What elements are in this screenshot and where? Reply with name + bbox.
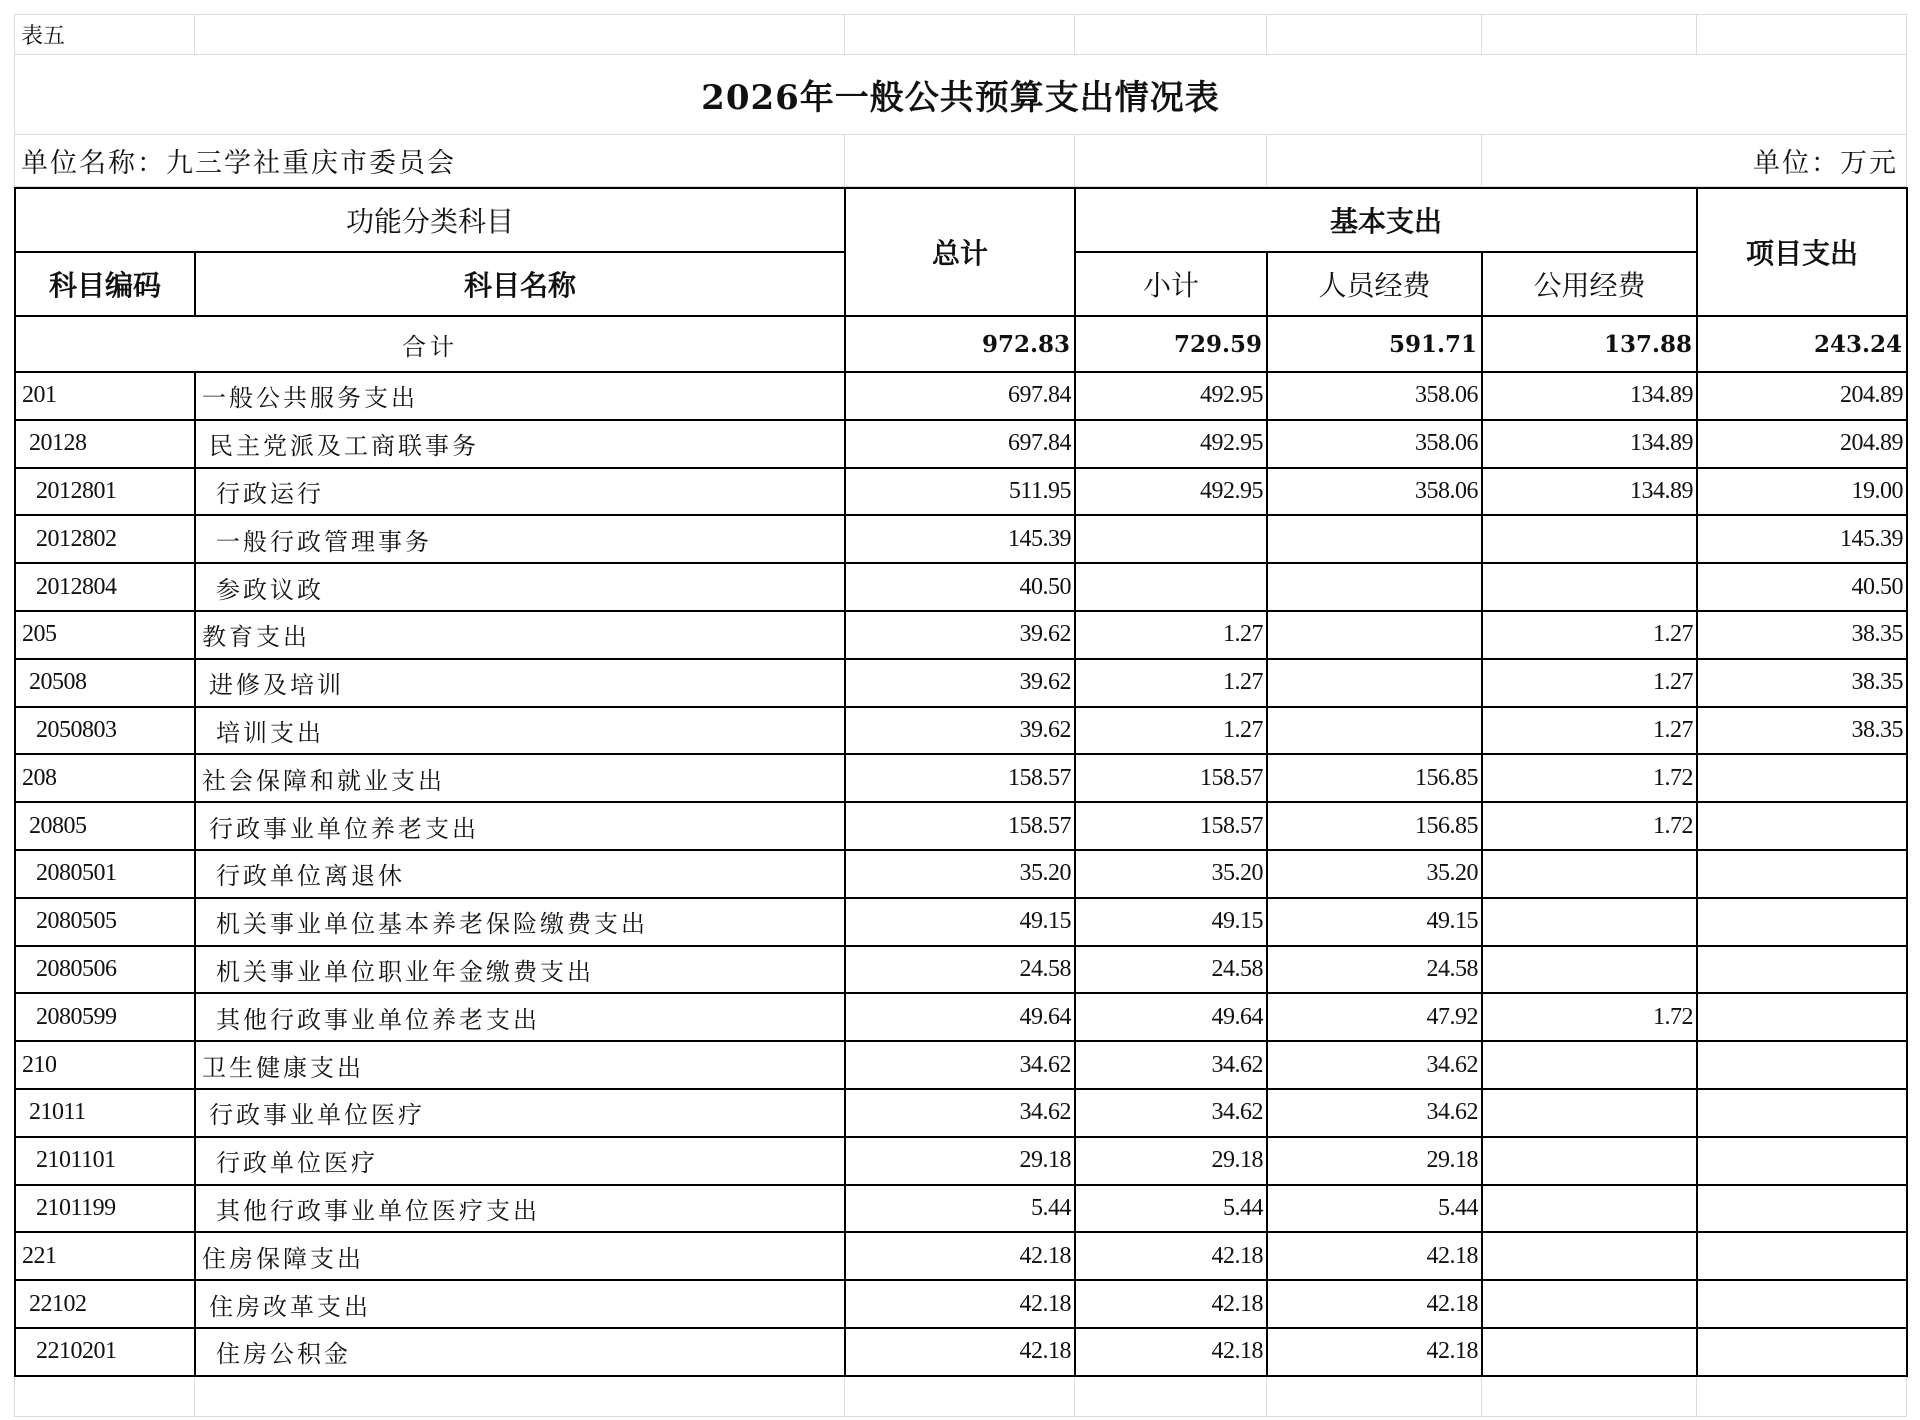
row-personnel: 156.85 <box>1267 802 1482 850</box>
table-row <box>15 754 1907 802</box>
row-public <box>1482 1280 1697 1328</box>
row-personnel: 42.18 <box>1267 1232 1482 1280</box>
row-total: 49.15 <box>845 898 1075 946</box>
totals-public: 137.88 <box>1482 316 1697 372</box>
row-public <box>1482 1328 1697 1376</box>
budget-sheet <box>14 14 1906 1417</box>
table-row <box>15 515 1907 563</box>
row-project <box>1697 1232 1907 1280</box>
row-name: 行政事业单位医疗 <box>195 1089 845 1137</box>
unit-label: 单位：万元 <box>1482 135 1907 187</box>
row-project <box>1697 1328 1907 1376</box>
row-name: 卫生健康支出 <box>195 1041 845 1089</box>
row-personnel: 42.18 <box>1267 1328 1482 1376</box>
row-subtotal: 42.18 <box>1075 1328 1267 1376</box>
row-total: 158.57 <box>845 802 1075 850</box>
budget-table <box>14 187 1908 1377</box>
row-personnel <box>1267 707 1482 755</box>
table-row <box>15 993 1907 1041</box>
row-public <box>1482 946 1697 994</box>
row-subtotal: 34.62 <box>1075 1089 1267 1137</box>
row-project <box>1697 1041 1907 1089</box>
row-total: 42.18 <box>845 1280 1075 1328</box>
totals-row <box>15 316 1907 372</box>
row-total: 40.50 <box>845 563 1075 611</box>
row-subtotal: 492.95 <box>1075 372 1267 420</box>
row-public: 1.27 <box>1482 611 1697 659</box>
row-name: 行政运行 <box>195 468 845 516</box>
row-code: 2080599 <box>15 993 195 1041</box>
row-personnel <box>1267 563 1482 611</box>
row-public: 134.89 <box>1482 468 1697 516</box>
row-project: 145.39 <box>1697 515 1907 563</box>
row-personnel <box>1267 515 1482 563</box>
header-basic: 基本支出 <box>1075 188 1697 252</box>
row-total: 42.18 <box>845 1328 1075 1376</box>
row-total: 39.62 <box>845 659 1075 707</box>
row-public: 1.72 <box>1482 754 1697 802</box>
row-code: 201 <box>15 372 195 420</box>
row-subtotal: 49.15 <box>1075 898 1267 946</box>
row-public: 1.27 <box>1482 707 1697 755</box>
page-title: 2026年一般公共预算支出情况表 <box>15 55 1907 135</box>
row-code: 2101199 <box>15 1185 195 1233</box>
row-total: 5.44 <box>845 1185 1075 1233</box>
table-row <box>15 1232 1907 1280</box>
row-total: 145.39 <box>845 515 1075 563</box>
row-total: 49.64 <box>845 993 1075 1041</box>
row-public <box>1482 1232 1697 1280</box>
table-row <box>15 1185 1907 1233</box>
totals-personnel: 591.71 <box>1267 316 1482 372</box>
row-total: 39.62 <box>845 611 1075 659</box>
row-personnel: 358.06 <box>1267 468 1482 516</box>
row-public <box>1482 563 1697 611</box>
row-code: 2050803 <box>15 707 195 755</box>
row-total: 697.84 <box>845 420 1075 468</box>
row-name: 行政单位医疗 <box>195 1137 845 1185</box>
row-subtotal: 158.57 <box>1075 802 1267 850</box>
row-subtotal: 1.27 <box>1075 659 1267 707</box>
row-total: 24.58 <box>845 946 1075 994</box>
row-subtotal: 492.95 <box>1075 468 1267 516</box>
header-name: 科目名称 <box>195 252 845 316</box>
row-total: 697.84 <box>845 372 1075 420</box>
row-code: 20508 <box>15 659 195 707</box>
row-project <box>1697 993 1907 1041</box>
header-category: 功能分类科目 <box>15 188 845 252</box>
row-code: 208 <box>15 754 195 802</box>
row-name: 一般公共服务支出 <box>195 372 845 420</box>
row-project: 38.35 <box>1697 707 1907 755</box>
row-name: 行政事业单位养老支出 <box>195 802 845 850</box>
row-public <box>1482 1185 1697 1233</box>
row-name: 参政议政 <box>195 563 845 611</box>
row-public <box>1482 1137 1697 1185</box>
row-personnel: 5.44 <box>1267 1185 1482 1233</box>
row-personnel: 358.06 <box>1267 420 1482 468</box>
row-name: 进修及培训 <box>195 659 845 707</box>
row-code: 2080501 <box>15 850 195 898</box>
row-subtotal: 1.27 <box>1075 707 1267 755</box>
row-personnel: 35.20 <box>1267 850 1482 898</box>
row-project <box>1697 1089 1907 1137</box>
row-code: 20128 <box>15 420 195 468</box>
sheet-footer <box>14 1377 1907 1418</box>
row-code: 221 <box>15 1232 195 1280</box>
row-total: 35.20 <box>845 850 1075 898</box>
row-project: 204.89 <box>1697 372 1907 420</box>
row-project <box>1697 1280 1907 1328</box>
row-name: 住房改革支出 <box>195 1280 845 1328</box>
row-personnel: 358.06 <box>1267 372 1482 420</box>
row-name: 一般行政管理事务 <box>195 515 845 563</box>
table-row <box>15 946 1907 994</box>
row-name: 机关事业单位基本养老保险缴费支出 <box>195 898 845 946</box>
row-public: 1.27 <box>1482 659 1697 707</box>
row-subtotal <box>1075 563 1267 611</box>
row-total: 34.62 <box>845 1041 1075 1089</box>
row-public <box>1482 850 1697 898</box>
row-subtotal: 29.18 <box>1075 1137 1267 1185</box>
row-name: 教育支出 <box>195 611 845 659</box>
totals-total: 972.83 <box>845 316 1075 372</box>
row-code: 20805 <box>15 802 195 850</box>
row-personnel <box>1267 659 1482 707</box>
table-row <box>15 563 1907 611</box>
header-personnel: 人员经费 <box>1267 252 1482 316</box>
row-public <box>1482 898 1697 946</box>
table-row <box>15 372 1907 420</box>
row-code: 2210201 <box>15 1328 195 1376</box>
row-code: 2012802 <box>15 515 195 563</box>
row-total: 39.62 <box>845 707 1075 755</box>
sheet-header <box>14 14 1907 187</box>
row-subtotal: 49.64 <box>1075 993 1267 1041</box>
row-name: 民主党派及工商联事务 <box>195 420 845 468</box>
row-total: 158.57 <box>845 754 1075 802</box>
row-project <box>1697 802 1907 850</box>
row-personnel: 29.18 <box>1267 1137 1482 1185</box>
row-name: 其他行政事业单位医疗支出 <box>195 1185 845 1233</box>
sheet-label: 表五 <box>15 15 195 55</box>
row-personnel: 42.18 <box>1267 1280 1482 1328</box>
row-project <box>1697 1185 1907 1233</box>
row-public: 134.89 <box>1482 420 1697 468</box>
row-name: 住房保障支出 <box>195 1232 845 1280</box>
row-total: 29.18 <box>845 1137 1075 1185</box>
header-project: 项目支出 <box>1697 188 1907 316</box>
row-subtotal: 1.27 <box>1075 611 1267 659</box>
table-row <box>15 468 1907 516</box>
row-name: 住房公积金 <box>195 1328 845 1376</box>
row-code: 205 <box>15 611 195 659</box>
row-name: 行政单位离退休 <box>195 850 845 898</box>
row-personnel: 49.15 <box>1267 898 1482 946</box>
row-personnel: 34.62 <box>1267 1089 1482 1137</box>
row-public <box>1482 1041 1697 1089</box>
row-total: 511.95 <box>845 468 1075 516</box>
header-total: 总计 <box>845 188 1075 316</box>
row-name: 社会保障和就业支出 <box>195 754 845 802</box>
table-row <box>15 1280 1907 1328</box>
row-subtotal: 158.57 <box>1075 754 1267 802</box>
totals-project: 243.24 <box>1697 316 1907 372</box>
row-project <box>1697 1137 1907 1185</box>
row-personnel: 156.85 <box>1267 754 1482 802</box>
header-public: 公用经费 <box>1482 252 1697 316</box>
row-subtotal: 35.20 <box>1075 850 1267 898</box>
table-row <box>15 898 1907 946</box>
row-code: 21011 <box>15 1089 195 1137</box>
row-code: 210 <box>15 1041 195 1089</box>
row-personnel: 47.92 <box>1267 993 1482 1041</box>
table-row <box>15 802 1907 850</box>
row-subtotal <box>1075 515 1267 563</box>
row-project: 19.00 <box>1697 468 1907 516</box>
row-project: 204.89 <box>1697 420 1907 468</box>
row-project: 40.50 <box>1697 563 1907 611</box>
table-row <box>15 850 1907 898</box>
row-code: 2080505 <box>15 898 195 946</box>
row-subtotal: 42.18 <box>1075 1232 1267 1280</box>
row-code: 2012804 <box>15 563 195 611</box>
table-row <box>15 1089 1907 1137</box>
row-subtotal: 24.58 <box>1075 946 1267 994</box>
header-subtotal: 小计 <box>1075 252 1267 316</box>
row-code: 22102 <box>15 1280 195 1328</box>
row-project: 38.35 <box>1697 659 1907 707</box>
row-total: 34.62 <box>845 1089 1075 1137</box>
row-personnel: 24.58 <box>1267 946 1482 994</box>
row-project <box>1697 946 1907 994</box>
row-total: 42.18 <box>845 1232 1075 1280</box>
row-name: 培训支出 <box>195 707 845 755</box>
row-public: 134.89 <box>1482 372 1697 420</box>
row-subtotal: 5.44 <box>1075 1185 1267 1233</box>
row-subtotal: 34.62 <box>1075 1041 1267 1089</box>
unit-name: 单位名称：九三学社重庆市委员会 <box>15 135 845 187</box>
row-project <box>1697 898 1907 946</box>
row-name: 机关事业单位职业年金缴费支出 <box>195 946 845 994</box>
row-public <box>1482 515 1697 563</box>
totals-subtotal: 729.59 <box>1075 316 1267 372</box>
row-public <box>1482 1089 1697 1137</box>
table-row <box>15 1328 1907 1376</box>
row-personnel: 34.62 <box>1267 1041 1482 1089</box>
row-subtotal: 42.18 <box>1075 1280 1267 1328</box>
row-code: 2101101 <box>15 1137 195 1185</box>
row-public: 1.72 <box>1482 993 1697 1041</box>
row-project <box>1697 754 1907 802</box>
row-project <box>1697 850 1907 898</box>
table-row <box>15 420 1907 468</box>
table-row <box>15 1137 1907 1185</box>
row-personnel <box>1267 611 1482 659</box>
row-name: 其他行政事业单位养老支出 <box>195 993 845 1041</box>
table-row <box>15 659 1907 707</box>
row-code: 2080506 <box>15 946 195 994</box>
table-row <box>15 707 1907 755</box>
table-row <box>15 611 1907 659</box>
totals-label: 合计 <box>15 316 845 372</box>
row-project: 38.35 <box>1697 611 1907 659</box>
row-code: 2012801 <box>15 468 195 516</box>
header-code: 科目编码 <box>15 252 195 316</box>
row-subtotal: 492.95 <box>1075 420 1267 468</box>
row-public: 1.72 <box>1482 802 1697 850</box>
table-row <box>15 1041 1907 1089</box>
